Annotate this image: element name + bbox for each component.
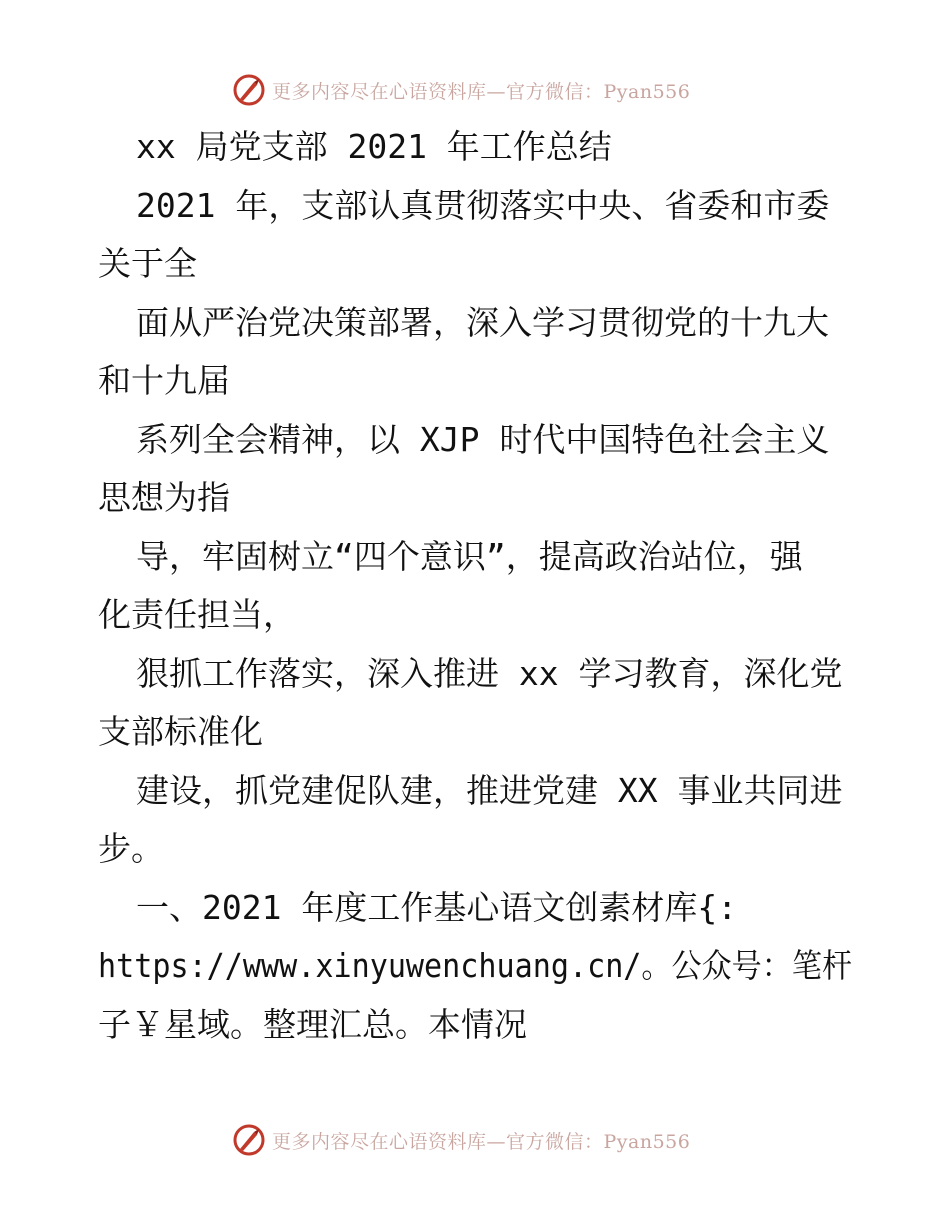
document-line: https://www.xinyuwenchuang.cn/。公众号：笔杆 bbox=[98, 946, 853, 985]
document-line: 思想为指 bbox=[98, 478, 230, 517]
document-line: 关于全 bbox=[98, 244, 197, 283]
section-heading: 一、2021 年度工作基心语文创素材库{: bbox=[136, 888, 738, 927]
document-line: 子￥星域。整理汇总。本情况 bbox=[98, 1005, 527, 1044]
footer-watermark bbox=[232, 1122, 690, 1158]
document-line: 步。 bbox=[98, 829, 164, 868]
footer-watermark-text: 更多内容尽在心语资料库—官方微信：Pyan556 bbox=[272, 1130, 691, 1153]
quill-seal-logo-icon bbox=[232, 73, 266, 107]
document-line: 系列全会精神，以 XJP 时代中国特色社会主义 bbox=[136, 420, 830, 459]
document-line: 面从严治党决策部署，深入学习贯彻党的十九大 bbox=[136, 303, 829, 342]
document-line: 2021 年，支部认真贯彻落实中央、省委和市委 bbox=[136, 186, 830, 225]
document-title: xx 局党支部 2021 年工作总结 bbox=[136, 127, 612, 166]
document-line: 化责任担当， bbox=[98, 595, 296, 634]
document-line: 狠抓工作落实，深入推进 xx 学习教育，深化党 bbox=[136, 654, 843, 693]
header-watermark-text: 更多内容尽在心语资料库—官方微信：Pyan556 bbox=[272, 80, 691, 103]
header-watermark bbox=[232, 72, 690, 108]
document-line: 支部标准化 bbox=[98, 712, 263, 751]
quill-seal-logo-icon bbox=[232, 1123, 266, 1157]
document-line: 和十九届 bbox=[98, 361, 230, 400]
document-line: 建设，抓党建促队建，推进党建 XX 事业共同进 bbox=[136, 771, 843, 810]
document-line: 导，牢固树立“四个意识”，提高政治站位，强 bbox=[136, 537, 803, 576]
